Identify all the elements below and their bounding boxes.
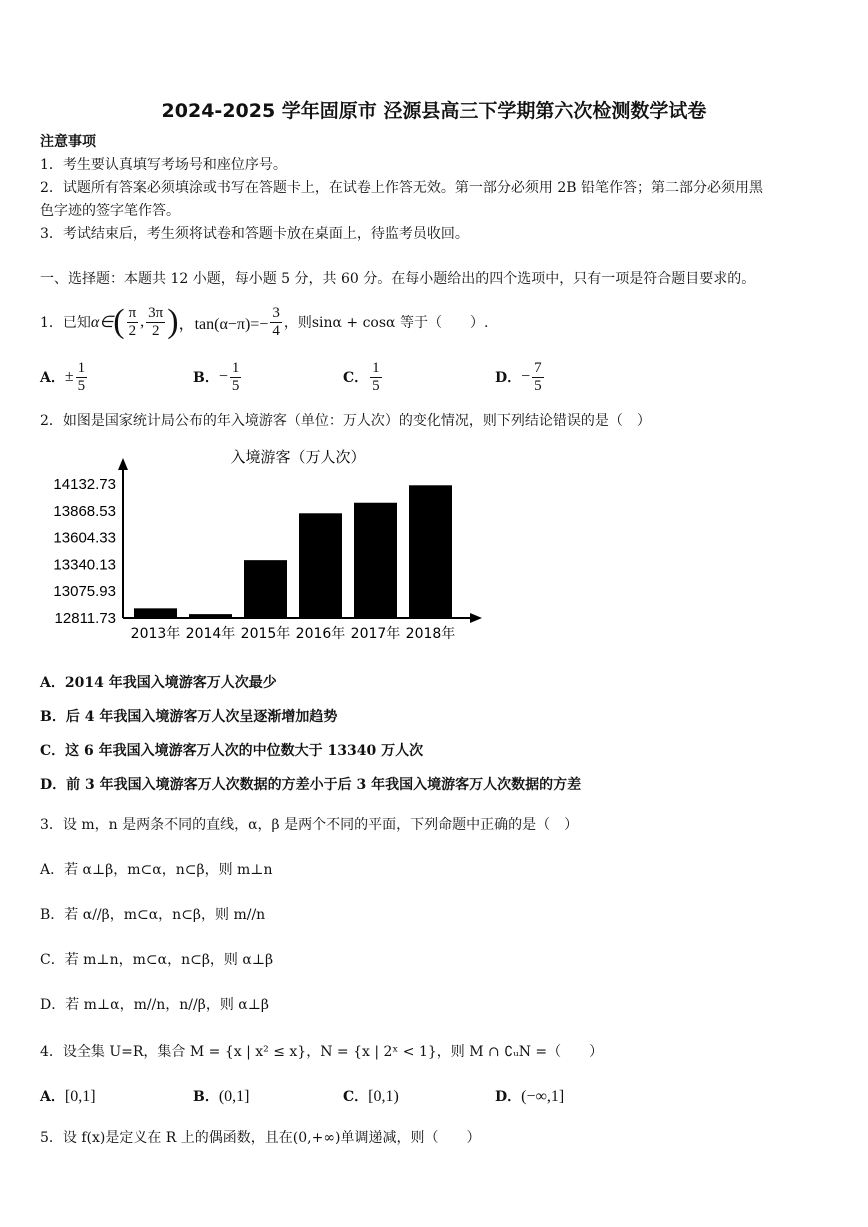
q2-option-b: B．后 4 年我国入境游客万人次呈逐渐增加趋势 — [40, 709, 338, 725]
q4-option-d: D．(−∞,1] — [495, 1088, 565, 1105]
x-tick-label: 2018年 — [405, 626, 456, 642]
bar — [244, 560, 287, 618]
bar — [189, 614, 232, 618]
q1-comma: , — [140, 313, 145, 330]
q3-option-d: D．若 m⊥α，m//n，n//β，则 α⊥β — [40, 997, 270, 1013]
question-5: 5．设 f(x)是定义在 R 上的偶函数，且在(0,+∞)单调递减，则（ ） — [40, 1130, 481, 1146]
notice-heading: 注意事项 — [40, 134, 96, 150]
q1-option-d: D． − $\frac{7}{5}$ — [495, 359, 542, 394]
question-3: 3．设 m，n 是两条不同的直线，α，β 是两个不同的平面，下列命题中正确的是（ ） — [40, 817, 579, 833]
q1-alpha-in: α∈ — [90, 314, 114, 331]
q2-option-a: A．2014 年我国入境游客万人次最少 — [40, 675, 277, 691]
q4-option-c: C．[0,1) — [343, 1088, 399, 1105]
x-tick-label: 2016年 — [295, 626, 346, 642]
q1-lparen: ( — [113, 303, 125, 340]
q1-frac-pi-2: $\frac{\pi}{2}$ — [128, 304, 137, 339]
q1-option-b: B． − $\frac{1}{5}$ — [193, 359, 240, 394]
section-heading: 一、选择题：本题共 12 小题，每小题 5 分，共 60 分。在每小题给出的四个选项中，只有一项是符合题目要求的。 — [40, 271, 756, 287]
q1-option-a: A． ± $\frac{1}{5}$ — [40, 359, 86, 394]
q3-option-c: C．若 m⊥n，m⊂α，n⊂β，则 α⊥β — [40, 952, 274, 968]
q1-prefix: 1．已知 — [40, 315, 91, 331]
bars — [134, 485, 452, 618]
y-tick-label: 13075.93 — [53, 583, 116, 601]
y-tick-label: 13868.53 — [53, 502, 116, 520]
q4-option-a: A．[0,1] — [40, 1088, 96, 1105]
question-4: 4．设全集 U=R，集合 M = {x | x² ≤ x}，N = {x | 2ˣ < 1}，则 M ∩ ∁ᵤN =（ ） — [40, 1044, 604, 1060]
question-2: 2．如图是国家统计局公布的年入境游客（单位：万人次）的变化情况，则下列结论错误的是（ ） — [40, 413, 651, 429]
q4-option-b: B．(0,1] — [193, 1088, 250, 1105]
q2-option-c: C．这 6 年我国入境游客万人次的中位数大于 13340 万人次 — [40, 743, 424, 759]
notice-item-2-cont: 色字迹的签字笔作答。 — [40, 203, 180, 219]
notice-item-3: 3．考试结束后，考生须将试卷和答题卡放在桌面上，待监考员收回。 — [40, 226, 469, 242]
bar — [409, 485, 452, 618]
q1-option-c: C． $\frac{1}{5}$ — [343, 359, 380, 394]
q2-option-d: D．前 3 年我国入境游客万人次数据的方差小于后 3 年我国入境游客万人次数据的方差 — [40, 777, 582, 793]
x-axis-arrow — [470, 613, 482, 623]
chart-title: 入境游客（万人次） — [230, 448, 366, 466]
q3-option-a: A．若 α⊥β，m⊂α，n⊂β，则 m⊥n — [40, 862, 273, 878]
y-tick-label: 13340.13 — [53, 556, 116, 574]
notice-item-1: 1．考生要认真填写考场号和座位序号。 — [40, 157, 287, 173]
x-tick-label: 2015年 — [240, 626, 291, 642]
q3-option-b: B．若 α//β，m⊂α，n⊂β，则 m//n — [40, 907, 266, 923]
y-tick-label: 14132.73 — [53, 476, 116, 493]
bar — [134, 608, 177, 618]
page-title: 2024-2025 学年固原市 泾源县高三下学期第六次检测数学试卷 — [161, 100, 707, 122]
q1-frac-3pi-2: $\frac{3\pi}{2}$ — [148, 304, 164, 339]
y-tick-label: 12811.73 — [54, 610, 116, 627]
q1-tan: ，tan(α−π)=− — [178, 315, 269, 333]
x-tick-label: 2014年 — [185, 626, 236, 642]
question-1 — [40, 302, 488, 342]
tourist-bar-chart — [40, 440, 490, 655]
y-tick-labels — [53, 476, 116, 627]
y-tick-label: 13604.33 — [53, 529, 116, 547]
x-tick-label: 2013年 — [130, 626, 181, 642]
bar — [299, 513, 342, 618]
x-tick-labels — [131, 625, 456, 642]
x-tick-label: 2017年 — [350, 626, 401, 642]
q4-options — [40, 1086, 640, 1108]
notice-item-2: 2．试题所有答案必须填涂或书写在答题卡上，在试卷上作答无效。第一部分必须用 2B 铅笔作答；第二部分必须用黑 — [40, 180, 763, 196]
bar — [354, 503, 397, 618]
q1-frac-3-4: $\frac{3}{4}$ — [272, 304, 280, 339]
y-axis-arrow — [118, 458, 128, 470]
q1-rparen: ) — [167, 303, 179, 340]
q1-options — [40, 357, 600, 397]
q1-rest: ，则sinα + cosα 等于（ ）. — [283, 315, 489, 331]
